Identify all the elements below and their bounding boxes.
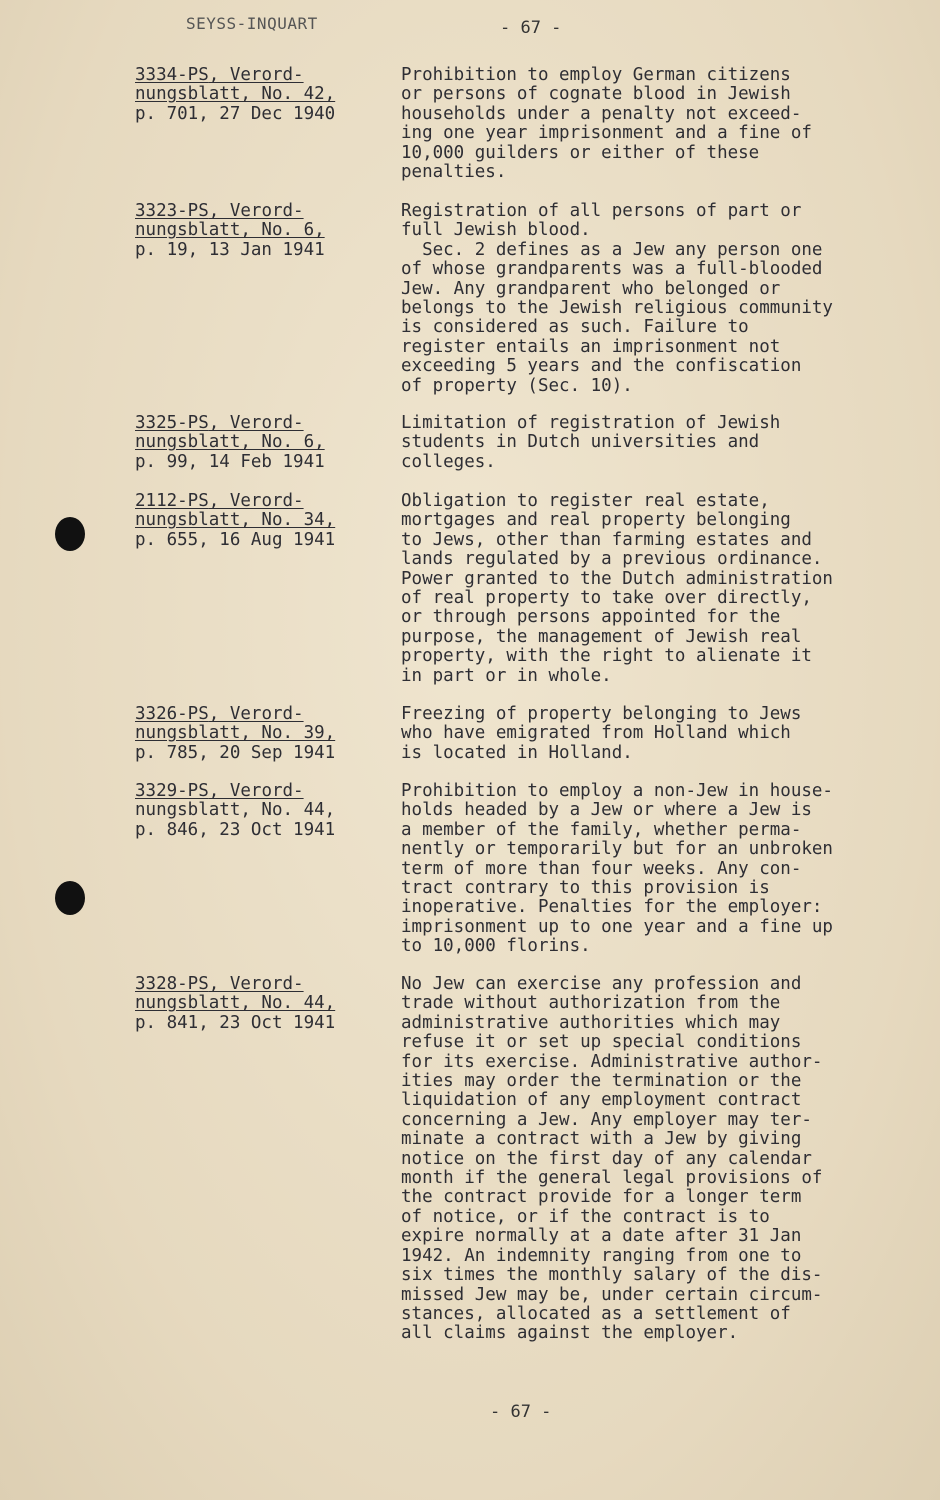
citation-line3: p. 99, 14 Feb 1941: [135, 451, 325, 472]
citation: [135, 414, 385, 472]
citation-line3: p. 846, 23 Oct 1941: [135, 819, 336, 840]
citation-line2: nungsblatt, No. 44,: [135, 993, 336, 1014]
punch-hole-icon: [55, 881, 85, 915]
citation-line1-rest: , Verord-: [208, 974, 304, 994]
citation-line3: p. 19, 13 Jan 1941: [135, 239, 325, 260]
citation-line1-rest: , Verord-: [208, 781, 304, 801]
punch-hole-icon: [55, 517, 85, 551]
citation: [135, 492, 385, 550]
citation-line3: p. 655, 16 Aug 1941: [135, 529, 336, 550]
document-number: 3325-PS: [135, 413, 209, 433]
entry-description: Prohibition to employ a non-Jew in house- holds headed by a Jew or where a Jew is a member of the family, whether perma- nently or temporarily but for an unbroken term of more than four weeks. Any con- tract contrary to this provision is inoperative. Penalties for the employer: imprisonment up to one year and a fine up to 10,000 florins.: [401, 781, 833, 957]
document-number: 2112-PS: [135, 491, 209, 511]
citation-line3: p. 841, 23 Oct 1941: [135, 1012, 336, 1033]
entry-description: Freezing of property belonging to Jews who have emigrated from Holland which is located in Holland.: [401, 704, 802, 763]
citation-line3: p. 701, 27 Dec 1940: [135, 103, 336, 124]
citation-line1-rest: , Verord-: [208, 201, 304, 221]
citation-line2: nungsblatt, No. 39,: [135, 723, 336, 744]
document-number: 3326-PS: [135, 704, 209, 724]
entry-description: Limitation of registration of Jewish students in Dutch universities and colleges.: [401, 413, 781, 472]
citation-line2: nungsblatt, No. 6,: [135, 220, 325, 241]
entry-description: No Jew can exercise any profession and trade without authorization from the administrative authorities which may refuse it or set up special conditions for its exercise. Administrative author- ities may order the termination or the liquidation of any employment contract concerning a Jew. Any employer may ter- minate a contract with a Jew by giving notice on the first day of any calendar month if the general legal provisions of the contract provide for a longer term of notice, or if the contract is to expire normally at a date after 31 Jan 1942. An indemnity ranging from one to six times the monthly salary of the dis- missed Jew may be, under certain circum- stances, allocated as a settlement of all claims against the employer.: [401, 974, 823, 1344]
citation-line1-rest: , Verord-: [208, 704, 304, 724]
document-number: 3323-PS: [135, 201, 209, 221]
footer-page-number: - 67 -: [490, 1402, 552, 1422]
citation-line2: nungsblatt, No. 6,: [135, 432, 325, 453]
entry-description: Obligation to register real estate, mortgages and real property belonging to Jews, other than farming estates and lands regulated by a previous ordinance. Power granted to the Dutch administration of real property to take over directly, or through persons appointed for the purpose, the management of Jewish real property, with the right to alienate it in part or in whole.: [401, 491, 833, 686]
entry-description: Prohibition to employ German citizens or persons of cognate blood in Jewish households under a penalty not exceed- ing one year imprisonment and a fine of 10,000 guilders or either of these penalties.: [401, 65, 812, 183]
citation-line1-rest: , Verord-: [208, 413, 304, 433]
citation: [135, 975, 385, 1033]
citation: [135, 705, 385, 763]
citation: [135, 202, 385, 260]
document-number: 3329-PS: [135, 781, 209, 801]
citation: [135, 66, 385, 124]
citation-line2: nungsblatt, No. 42,: [135, 84, 336, 105]
citation-line3: p. 785, 20 Sep 1941: [135, 742, 336, 763]
citation-line2: nungsblatt, No. 44,: [135, 800, 336, 821]
document-number: 3328-PS: [135, 974, 209, 994]
running-header-title: SEYSS-INQUART: [186, 14, 318, 33]
citation-line1-rest: , Verord-: [208, 65, 304, 85]
header-page-number: - 67 -: [500, 18, 562, 38]
citation-line1-rest: , Verord-: [208, 491, 304, 511]
document-number: 3334-PS: [135, 65, 209, 85]
entry-description: Registration of all persons of part or full Jewish blood. Sec. 2 defines as a Jew any person one of whose grandparents was a full-blooded Jew. Any grandparent who belonged or belongs to the Jewish religious community is considered as such. Failure to register entails an imprisonment not exceeding 5 years and the confiscation of property (Sec. 10).: [401, 201, 833, 396]
citation-line2: nungsblatt, No. 34,: [135, 510, 336, 531]
citation: [135, 782, 385, 840]
